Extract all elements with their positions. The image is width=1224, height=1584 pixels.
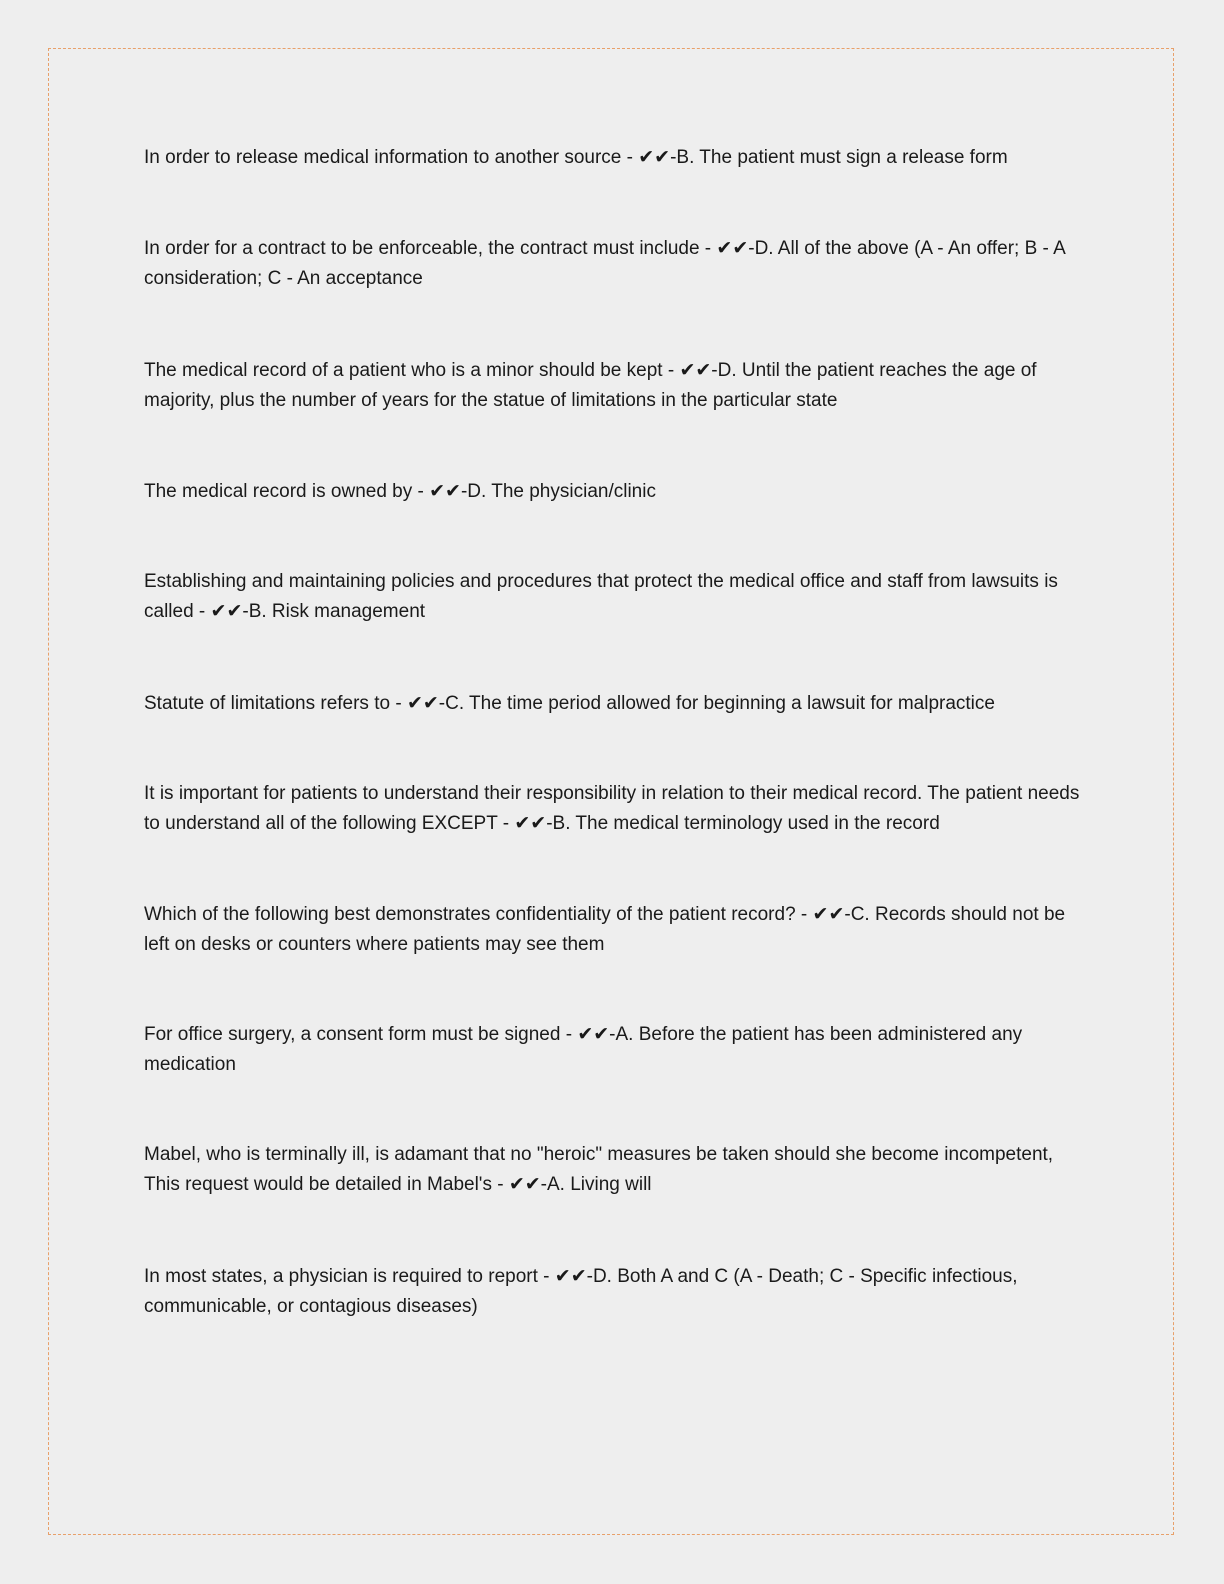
qa-item: The medical record of a patient who is a minor should be kept - ✔✔-D. Until the patient reaches the age of majority, plus the number of years for the statue of limitations in the particular state bbox=[144, 360, 1037, 411]
qa-list bbox=[144, 143, 1084, 1322]
qa-item: The medical record is owned by - ✔✔-D. The physician/clinic bbox=[144, 481, 656, 502]
qa-item: Statute of limitations refers to - ✔✔-C. The time period allowed for beginning a lawsuit for malpractice bbox=[144, 693, 995, 714]
qa-item: It is important for patients to understand their responsibility in relation to their medical record. The patient needs to understand all of the following EXCEPT - ✔✔-B. The medical terminology used in the record bbox=[144, 783, 1080, 834]
qa-item: In order for a contract to be enforceable, the contract must include - ✔✔-D. All of the above (A - An offer; B - A consideration; C - An acceptance bbox=[144, 238, 1065, 289]
qa-item: In most states, a physician is required to report - ✔✔-D. Both A and C (A - Death; C - Specific infectious, communicable, or contagious diseases) bbox=[144, 1266, 1018, 1317]
qa-item: Mabel, who is terminally ill, is adamant that no "heroic" measures be taken should she become incompetent, This request would be detailed in Mabel's - ✔✔-A. Living will bbox=[144, 1144, 1054, 1195]
qa-item: Which of the following best demonstrates confidentiality of the patient record? - ✔✔-C. Records should not be left on desks or counters where patients may see them bbox=[144, 904, 1066, 955]
qa-item: Establishing and maintaining policies and procedures that protect the medical office and staff from lawsuits is called - ✔✔-B. Risk management bbox=[144, 571, 1058, 622]
qa-item: In order to release medical information to another source - ✔✔-B. The patient must sign a release form bbox=[144, 147, 1008, 168]
qa-item: For office surgery, a consent form must be signed - ✔✔-A. Before the patient has been administered any medication bbox=[144, 1024, 1023, 1075]
